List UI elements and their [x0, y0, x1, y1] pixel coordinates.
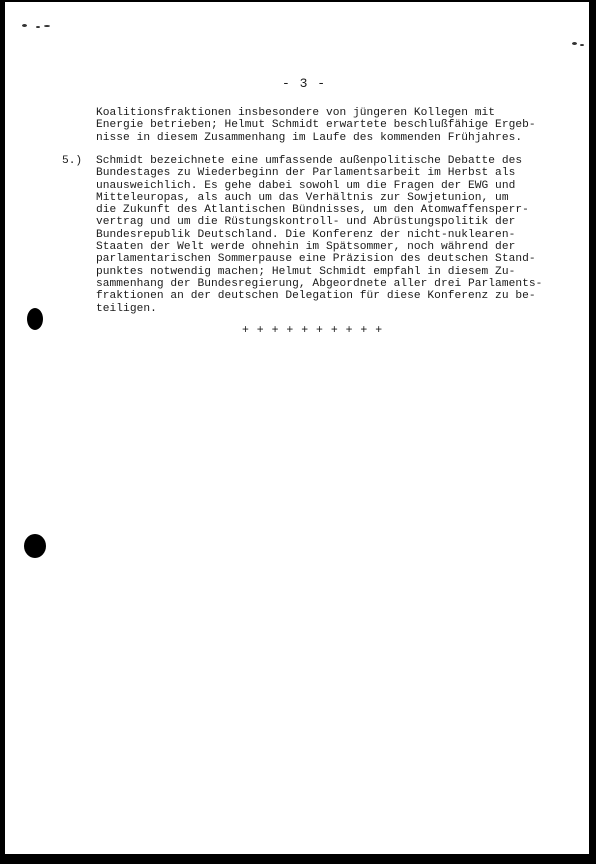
scan-border-right — [589, 0, 596, 864]
section-separator: + + + + + + + + + + — [242, 324, 383, 337]
scan-speck — [580, 44, 584, 46]
text-line: Schmidt bezeichnete eine umfassende außenpolitische Debatte des — [96, 155, 523, 167]
text-line: teiligen. — [96, 302, 157, 315]
text-line: Energie betrieben; Helmut Schmidt erwartete beschlußfähige Ergeb- — [96, 119, 536, 132]
scan-speck — [44, 25, 50, 27]
punch-hole-lower — [24, 534, 46, 558]
scan-border-top — [0, 0, 596, 2]
text-line: fraktionen an der deutschen Delegation für diese Konferenz zu be- — [96, 290, 536, 303]
scan-speck — [22, 24, 27, 27]
text-line: Bundestages zu Wiederbeginn der Parlamentsarbeit im Herbst als — [96, 167, 516, 180]
text-line: Bundesrepublik Deutschland. Die Konferenz der nicht-nuklearen- — [96, 228, 516, 241]
item-number: 5.) — [62, 155, 83, 167]
text-line: punktes notwendig machen; Helmut Schmidt empfahl in diesem Zu- — [96, 265, 516, 278]
text-line: Koalitionsfraktionen insbesondere von jüngeren Kollegen mit — [96, 107, 496, 119]
text-line: Staaten der Welt werde ohnehin im Spätsommer, noch während der — [96, 241, 516, 254]
text-line: die Zukunft des Atlantischen Bündnisses, um den Atomwaffensperr- — [96, 204, 529, 217]
text-line: parlamentarischen Sommerpause eine Präzision des deutschen Stand- — [96, 253, 536, 266]
text-line: Mitteleuropas, als auch um das Verhältnis zur Sowjetunion, um — [96, 191, 509, 204]
text-line: vertrag und um die Rüstungskontroll- und Abrüstungspolitik der — [96, 216, 516, 229]
item-paragraph — [96, 155, 542, 315]
text-line: sammenhang der Bundesregierung, Abgeordnete aller drei Parlaments- — [96, 277, 543, 290]
scan-border-bottom — [0, 854, 596, 864]
text-line: nisse in diesem Zusammenhang im Laufe des kommenden Frühjahres. — [96, 131, 523, 144]
scan-border-left — [0, 0, 5, 864]
page-number: - 3 - — [282, 76, 327, 91]
scan-speck — [36, 26, 40, 28]
continuation-paragraph — [96, 107, 536, 144]
punch-hole-upper — [27, 308, 43, 330]
text-line: unausweichlich. Es gehe dabei sowohl um die Fragen der EWG und — [96, 179, 516, 192]
scan-speck — [572, 42, 577, 45]
